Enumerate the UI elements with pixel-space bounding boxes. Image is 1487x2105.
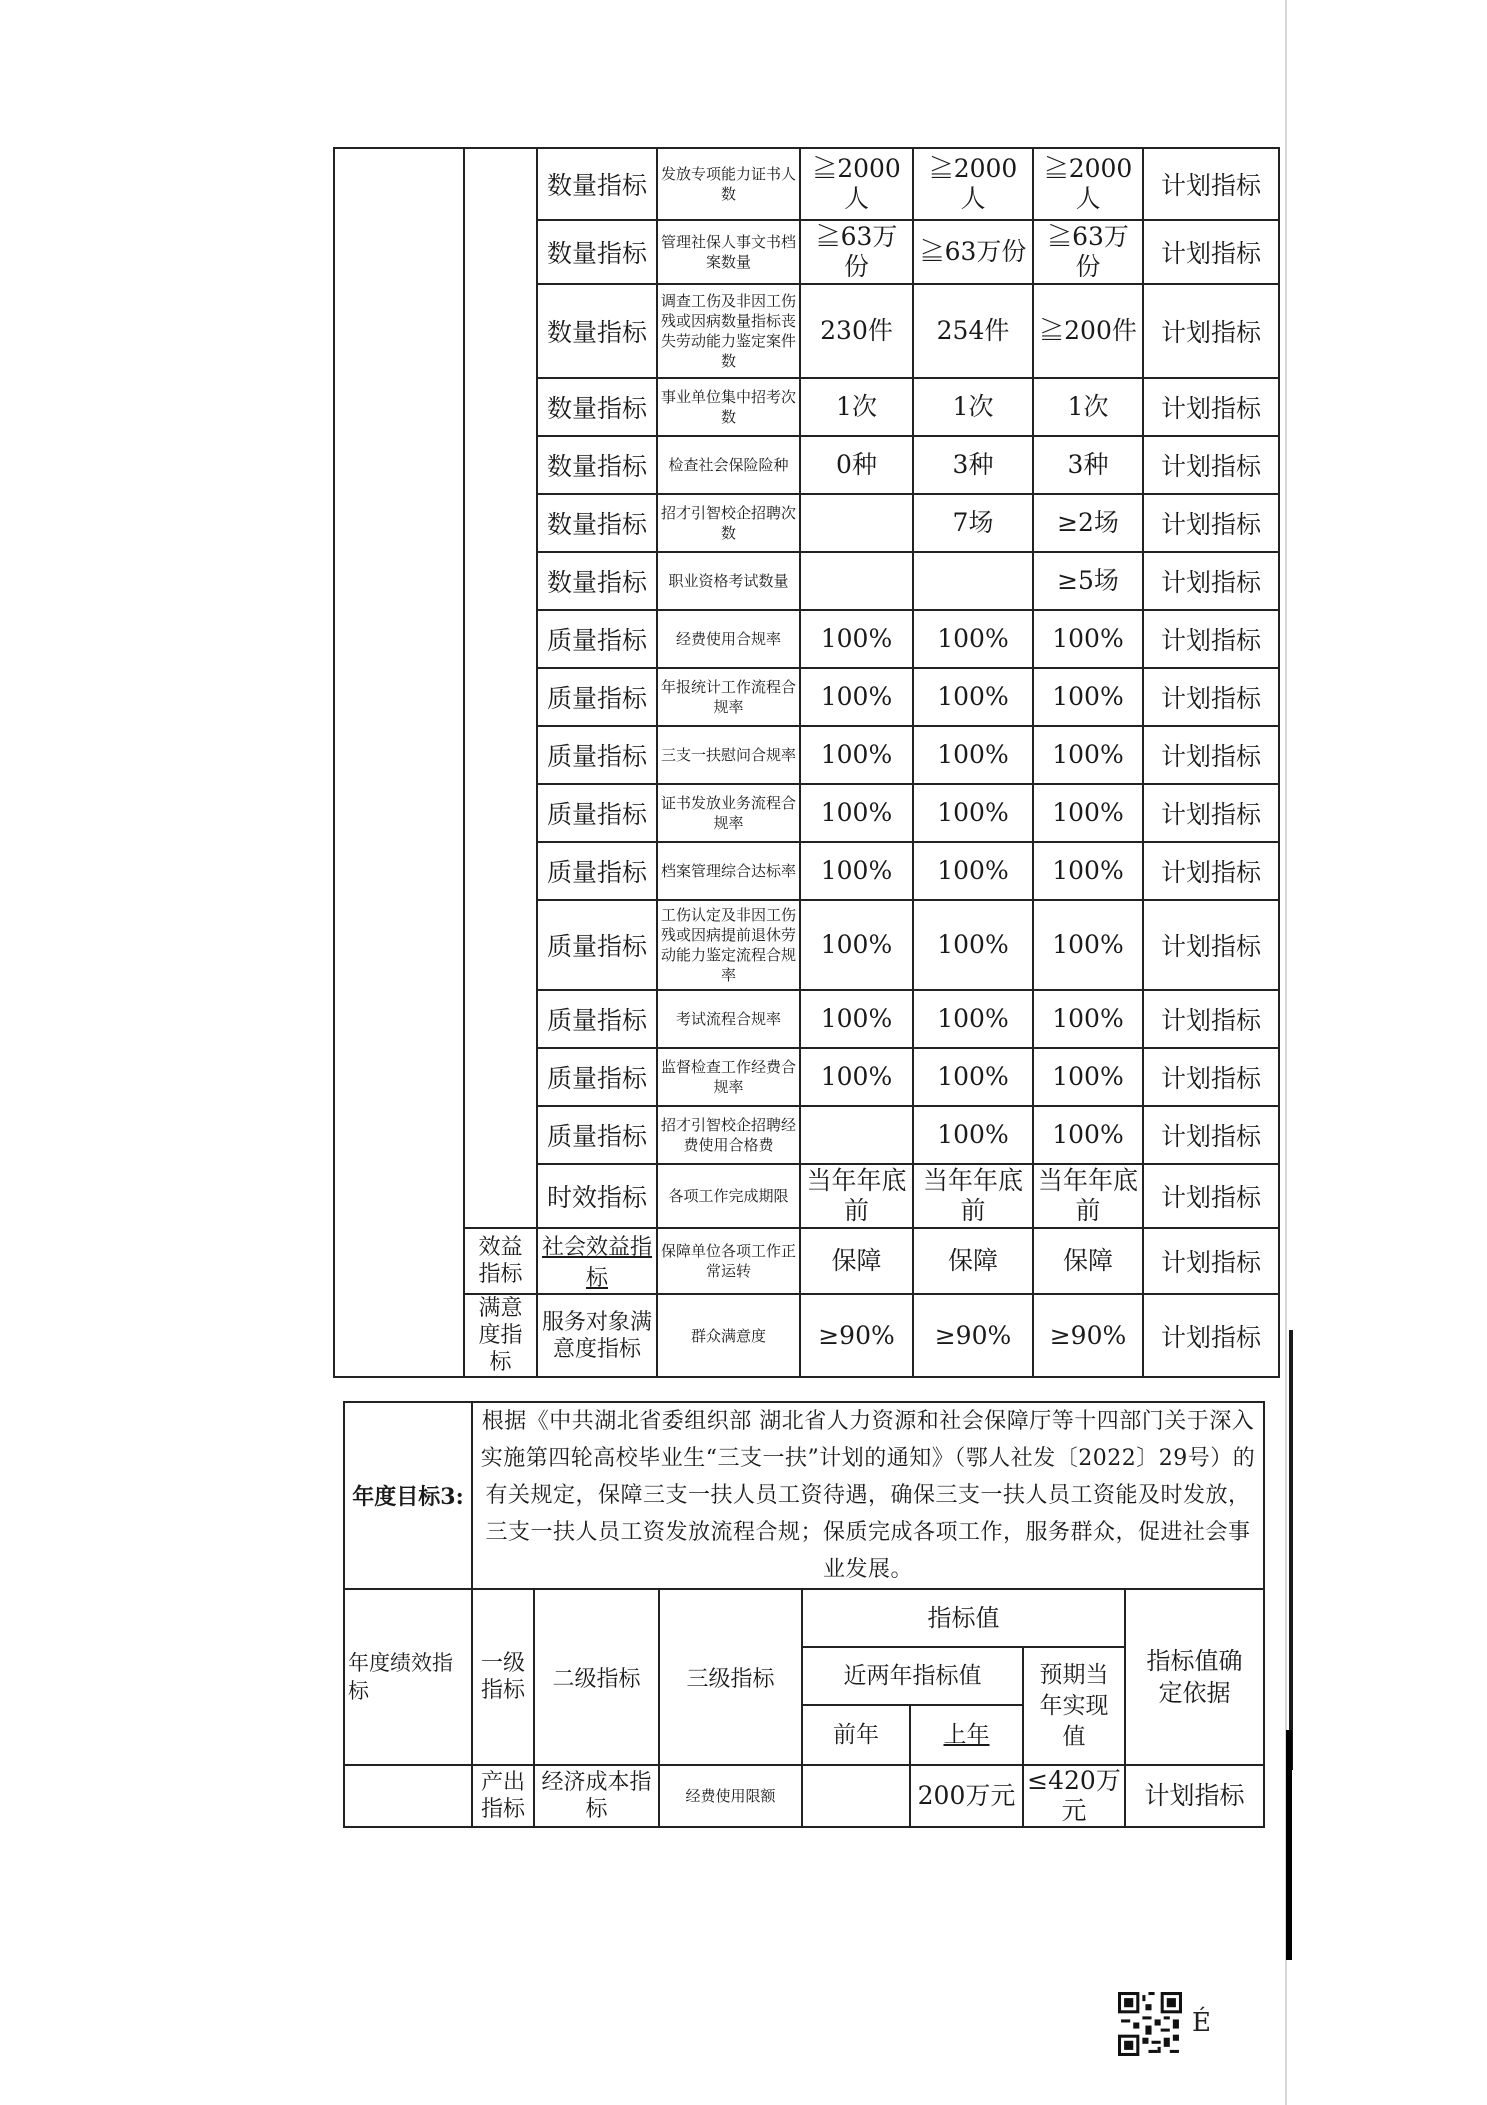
level3-cell: 招才引智校企招聘经费使用合格费 [657, 1106, 800, 1164]
prev-year-cell: 100% [800, 900, 913, 990]
level3-cell: 考试流程合规率 [657, 990, 800, 1048]
expected-cell: 100% [1033, 784, 1143, 842]
level3-cell: 调查工伤及非因工伤残或因病数量指标丧失劳动能力鉴定案件数 [657, 284, 800, 378]
prev-year-cell: 100% [800, 784, 913, 842]
scan-edge-mark [1286, 1730, 1292, 1960]
prev-year-cell: 100% [800, 842, 913, 900]
level3-cell: 管理社保人事文书档案数量 [657, 220, 800, 284]
level3-cell: 三支一扶慰问合规率 [657, 726, 800, 784]
prev-year-header: 前年 [802, 1705, 910, 1765]
prev-year-cell: 100% [800, 668, 913, 726]
expected-cell: ≥5场 [1033, 552, 1143, 610]
prev-year-cell [800, 552, 913, 610]
level2-cell: 质量指标 [537, 784, 657, 842]
last-year-cell: 100% [913, 900, 1033, 990]
last-year-cell: 保障 [913, 1228, 1033, 1294]
expected-cell: 当年年底前 [1033, 1164, 1143, 1228]
level2-cell: 时效指标 [537, 1164, 657, 1228]
level3-cell: 经费使用合规率 [657, 610, 800, 668]
basis-cell: 计划指标 [1143, 1106, 1279, 1164]
basis-cell: 计划指标 [1143, 990, 1279, 1048]
output-last: 200万元 [910, 1765, 1023, 1827]
output-level2: 经济成本指标 [534, 1765, 659, 1827]
indicator-table-upper [333, 147, 1280, 1378]
prev-year-cell: 100% [800, 726, 913, 784]
basis-cell: 计划指标 [1143, 378, 1279, 436]
level2-cell: 数量指标 [537, 494, 657, 552]
basis-cell: 计划指标 [1143, 1228, 1279, 1294]
last-year-cell: 254件 [913, 284, 1033, 378]
prev-year-cell: 保障 [800, 1228, 913, 1294]
last-year-cell: 100% [913, 726, 1033, 784]
expected-cell: 100% [1033, 900, 1143, 990]
last-year-cell: ≥90% [913, 1294, 1033, 1377]
table-row [334, 1294, 1279, 1377]
indicator-table-lower [343, 1401, 1265, 1828]
level2-cell: 服务对象满意度指标 [537, 1294, 657, 1377]
basis-cell: 计划指标 [1143, 436, 1279, 494]
basis-cell: 计划指标 [1143, 552, 1279, 610]
page-mark: É [1192, 2008, 1211, 2038]
empty-cell [344, 1765, 472, 1827]
output-expected: ≤420万元 [1023, 1765, 1125, 1827]
last-year-cell: 3种 [913, 436, 1033, 494]
level2-cell: 质量指标 [537, 990, 657, 1048]
level2-cell: 数量指标 [537, 148, 657, 220]
output-prev [802, 1765, 910, 1827]
prev-year-cell: ≥90% [800, 1294, 913, 1377]
scan-edge-mark [1289, 1330, 1293, 1770]
level3-cell: 职业资格考试数量 [657, 552, 800, 610]
goal3-text: 根据《中共湖北省委组织部 湖北省人力资源和社会保障厅等十四部门关于深入实施第四轮高校毕业生“三支一扶”计划的通知》（鄂人社发〔2022〕29号）的有关规定，保障三支一扶人员工资待遇，确保三支一扶人员工资能及时发放，三支一扶人员工资发放流程合规；保质完成各项工作，服务群众，促进社会事业发展。 [472, 1402, 1264, 1589]
basis-cell: 计划指标 [1143, 726, 1279, 784]
basis-cell: 计划指标 [1143, 284, 1279, 378]
last-year-cell: 100% [913, 1048, 1033, 1106]
prev-year-cell [800, 1106, 913, 1164]
last-year-cell: ≧63万份 [913, 220, 1033, 284]
level2-cell: 质量指标 [537, 610, 657, 668]
expected-cell: ≧2000人 [1033, 148, 1143, 220]
empty-cell [464, 148, 537, 1228]
expected-cell: 100% [1033, 990, 1143, 1048]
prev-year-cell: 当年年底前 [800, 1164, 913, 1228]
output-basis: 计划指标 [1125, 1765, 1264, 1827]
expected-cell: ≧200件 [1033, 284, 1143, 378]
level1-cell: 效益指标 [464, 1228, 537, 1294]
expected-cell: 100% [1033, 1048, 1143, 1106]
expected-cell: 100% [1033, 726, 1143, 784]
level2-cell: 数量指标 [537, 220, 657, 284]
last-year-cell: 100% [913, 990, 1033, 1048]
level3-cell: 检查社会保险险种 [657, 436, 800, 494]
last-year-cell: 7场 [913, 494, 1033, 552]
last-year-cell: 100% [913, 842, 1033, 900]
level2-cell: 数量指标 [537, 284, 657, 378]
basis-cell: 计划指标 [1143, 1048, 1279, 1106]
prev-year-cell: 0种 [800, 436, 913, 494]
level2-cell: 数量指标 [537, 378, 657, 436]
last-year-cell: 1次 [913, 378, 1033, 436]
prev-year-cell: 230件 [800, 284, 913, 378]
level2-cell: 质量指标 [537, 1048, 657, 1106]
level2-cell: 社会效益指标 [537, 1228, 657, 1294]
expected-cell: 100% [1033, 842, 1143, 900]
basis-cell: 计划指标 [1143, 784, 1279, 842]
level2-header: 二级指标 [534, 1589, 659, 1765]
level1-header: 一级指标 [472, 1589, 534, 1765]
table-row [334, 148, 1279, 220]
expected-cell: 3种 [1033, 436, 1143, 494]
level3-header: 三级指标 [659, 1589, 802, 1765]
level3-cell: 年报统计工作流程合规率 [657, 668, 800, 726]
level2-cell: 质量指标 [537, 842, 657, 900]
last-year-cell: 100% [913, 668, 1033, 726]
expected-cell: 100% [1033, 610, 1143, 668]
level3-cell: 群众满意度 [657, 1294, 800, 1377]
level3-cell: 招才引智校企招聘次数 [657, 494, 800, 552]
last-year-header: 上年 [910, 1705, 1023, 1765]
qr-code-icon [1118, 1992, 1182, 2056]
basis-cell: 计划指标 [1143, 842, 1279, 900]
level3-cell: 监督检查工作经费合规率 [657, 1048, 800, 1106]
last-year-cell: ≧2000人 [913, 148, 1033, 220]
level2-cell: 质量指标 [537, 1106, 657, 1164]
empty-cell [334, 148, 464, 1377]
basis-header: 指标值确定依据 [1125, 1589, 1264, 1765]
prev-year-cell: 100% [800, 990, 913, 1048]
level2-cell: 数量指标 [537, 552, 657, 610]
goal3-label: 年度目标3: [344, 1402, 472, 1589]
level3-cell: 档案管理综合达标率 [657, 842, 800, 900]
recent-two-header: 近两年指标值 [802, 1647, 1023, 1705]
basis-cell: 计划指标 [1143, 900, 1279, 990]
prev-year-cell: 100% [800, 610, 913, 668]
expected-cell: 100% [1033, 668, 1143, 726]
basis-cell: 计划指标 [1143, 668, 1279, 726]
last-year-cell: 100% [913, 1106, 1033, 1164]
level3-cell: 各项工作完成期限 [657, 1164, 800, 1228]
basis-cell: 计划指标 [1143, 220, 1279, 284]
basis-cell: 计划指标 [1143, 1164, 1279, 1228]
level1-cell: 满意度指标 [464, 1294, 537, 1377]
basis-cell: 计划指标 [1143, 494, 1279, 552]
expected-cell: ≥90% [1033, 1294, 1143, 1377]
prev-year-cell: 1次 [800, 378, 913, 436]
level3-cell: 工伤认定及非因工伤残或因病提前退休劳动能力鉴定流程合规率 [657, 900, 800, 990]
expected-cell: ≥2场 [1033, 494, 1143, 552]
level3-cell: 发放专项能力证书人数 [657, 148, 800, 220]
expected-cell: ≧63万份 [1033, 220, 1143, 284]
last-year-cell [913, 552, 1033, 610]
indicator-value-header: 指标值 [802, 1589, 1125, 1647]
prev-year-cell [800, 494, 913, 552]
last-year-cell: 100% [913, 784, 1033, 842]
prev-year-cell: 100% [800, 1048, 913, 1106]
level3-cell: 事业单位集中招考次数 [657, 378, 800, 436]
prev-year-cell: ≧63万份 [800, 220, 913, 284]
table-row [334, 1228, 1279, 1294]
level2-cell: 质量指标 [537, 668, 657, 726]
expected-cell: 保障 [1033, 1228, 1143, 1294]
level2-cell: 质量指标 [537, 726, 657, 784]
level3-cell: 证书发放业务流程合规率 [657, 784, 800, 842]
last-year-cell: 100% [913, 610, 1033, 668]
annual-perf-header: 年度绩效指标 [344, 1589, 472, 1765]
basis-cell: 计划指标 [1143, 148, 1279, 220]
output-level1: 产出指标 [472, 1765, 534, 1827]
last-year-cell: 当年年底前 [913, 1164, 1033, 1228]
level2-cell: 质量指标 [537, 900, 657, 990]
level3-cell: 保障单位各项工作正常运转 [657, 1228, 800, 1294]
expected-cell: 100% [1033, 1106, 1143, 1164]
basis-cell: 计划指标 [1143, 1294, 1279, 1377]
basis-cell: 计划指标 [1143, 610, 1279, 668]
level2-cell: 数量指标 [537, 436, 657, 494]
expected-cell: 1次 [1033, 378, 1143, 436]
expected-header: 预期当年实现值 [1023, 1647, 1125, 1765]
prev-year-cell: ≧2000人 [800, 148, 913, 220]
output-level3: 经费使用限额 [659, 1765, 802, 1827]
